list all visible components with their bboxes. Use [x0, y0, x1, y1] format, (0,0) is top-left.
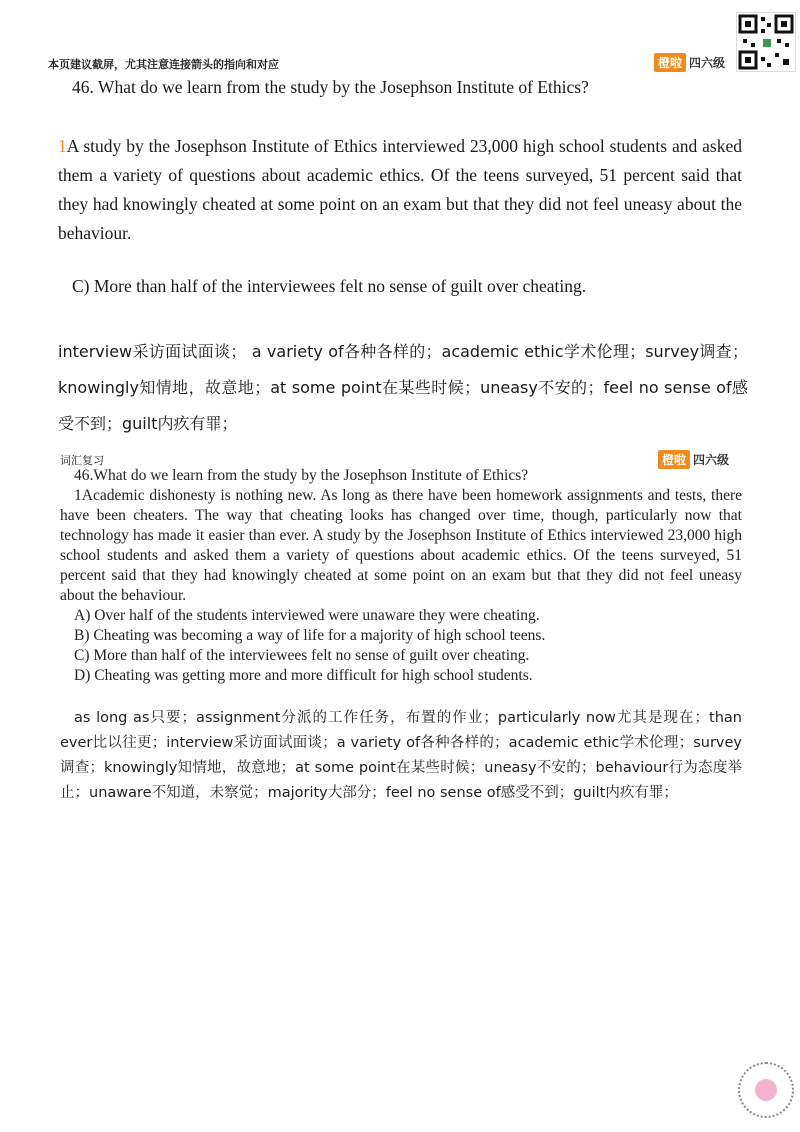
qr-code-icon[interactable] [736, 12, 796, 72]
scanned-question: 46.What do we learn from the study by the Josephson Institute of Ethics? [74, 467, 529, 484]
paragraph-number: 1 [58, 136, 67, 156]
option-b: B) Cheating was becoming a way of life for a majority of high school teens. [74, 627, 546, 644]
option-a: A) Over half of the students interviewed were unaware they were cheating. [74, 607, 540, 624]
evidence-paragraph [58, 132, 742, 248]
option-d: D) Cheating was getting more and more difficult for high school students. [74, 667, 533, 684]
brand-level: 四六级 [689, 56, 726, 70]
scanned-vocab-notes: as long as只要；assignment分派的工作任务，布置的作业；particularly now尤其是现在；than ever比以往更；interview采访面试面谈；a variety of各种各样的；academic ethic学术伦理；survey调查；knowingly知情地，故意地；at some point在某些时候；uneasy不安的；behaviour行为态度举止；unaware不知道，未察觉；majority大部分；feel no sense of感受不到；guilt内疚有罪； [60, 710, 742, 801]
top-note: 本页建议截屏，尤其注意连接箭头的指向和对应 [48, 58, 279, 71]
brand-logo: 橙啦 [654, 53, 686, 72]
brand-badge-top [654, 53, 725, 72]
option-c: C) More than half of the interviewees felt no sense of guilt over cheating. [74, 647, 530, 664]
vocab-notes: interview采访面试面谈； a variety of各种各样的；academic ethic学术伦理；survey调查；knowingly知情地，故意地；at some point在某些时候；uneasy不安的；feel no sense of感受不到；guilt内疚有罪； [58, 342, 748, 433]
brand-level: 四六级 [693, 453, 730, 467]
scanned-passage: 1Academic dishonesty is nothing new. As long as there have been homework assignments and tests, there have been cheaters. The way that cheating looks has changed over time, though, particularly now that technology has made it easier than ever. A study by the Josephson Institute of Ethics interviewed 23,000 high school students and asked them a variety of questions about academic ethics. Of the teens surveyed, 51 percent said that they had knowingly cheated at some point on an exam but that they did not feel uneasy about the behaviour. [60, 487, 742, 604]
answer-text: C) More than half of the interviewees felt no sense of guilt over cheating. [72, 276, 587, 296]
mascot-badge-icon [738, 1062, 794, 1118]
paragraph-text: A study by the Josephson Institute of Ethics interviewed 23,000 high school students and asked them a variety of questions about academic ethics. Of the teens surveyed, 51 percent said that they had knowingly cheated at some point on an exam but that they did not feel uneasy about the behaviour. [58, 136, 742, 243]
mascot-face [755, 1079, 777, 1101]
brand-logo: 橙啦 [658, 450, 690, 469]
section-label: 词汇复习 [60, 454, 104, 467]
scanned-question-block [60, 466, 742, 686]
question-title: 46. What do we learn from the study by the Josephson Institute of Ethics? [72, 77, 589, 97]
